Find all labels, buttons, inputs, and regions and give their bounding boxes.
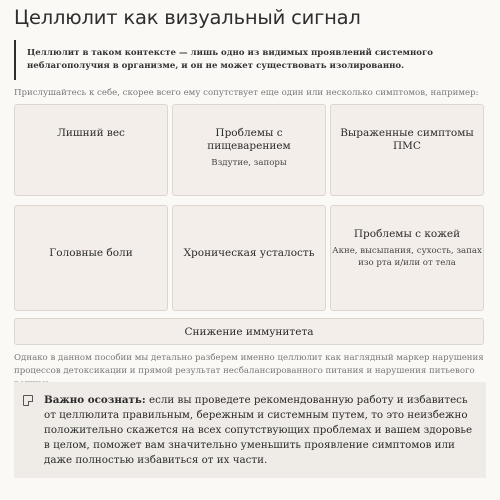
symptom-card-headaches [14, 205, 168, 311]
symptom-card-title: Лишний вес [57, 127, 125, 139]
note-text: если вы проведете рекомендованную работу и избавитесь от целлюлита правильным, бережным и системным путем, то это неизбежно положительно скажется на всех сопутствующих проблемах и вашем здоровье в целом, поможет вам значительно уменьшить проявление симптомов или даже полностью избавиться от их части. [44, 394, 473, 466]
callout-quote [14, 40, 483, 80]
page-title: Целлюлит как визуальный сигнал [14, 6, 361, 29]
memo-icon [23, 395, 33, 406]
symptom-card-subtitle: Акне, высыпания, сухость, запах изо рта и/или от тела [332, 246, 482, 268]
symptom-card-title: Проблемы с кожей [353, 228, 461, 240]
symptom-card-immunity [14, 318, 484, 345]
important-note [14, 382, 486, 478]
symptom-card-fatigue [172, 205, 326, 311]
symptom-card-title: Снижение иммунитета [184, 325, 314, 338]
symptom-card-title: Проблемы с пищеварением [207, 127, 291, 152]
callout-text: Целлюлит в таком контексте — лишь одно из видимых проявлений системного неблагополучия в организме, и он не может существовать изолированно. [27, 48, 434, 71]
symptom-card-pms [330, 104, 484, 196]
symptom-card-digestion [172, 104, 326, 196]
outro-text: Однако в данном пособии мы детально разберем именно целлюлит как наглядный маркер нарушения процессов детоксикации и прямой результат несбалансированного питания и нарушения питьевого [14, 353, 484, 376]
symptom-card-excess-weight [14, 104, 168, 196]
symptom-card-title: Хроническая усталость [183, 247, 315, 259]
note-heading: Важно осознать: [44, 394, 146, 406]
symptom-card-subtitle: Вздутие, запоры [211, 158, 287, 168]
symptom-card-skin [330, 205, 484, 311]
symptom-card-title: Выраженные симптомы ПМС [340, 127, 474, 152]
intro-text: Прислушайтесь к себе, скорее всего ему сопутствует еще один или несколько симптомов, например: [14, 88, 479, 98]
symptom-card-title: Головные боли [49, 247, 133, 259]
